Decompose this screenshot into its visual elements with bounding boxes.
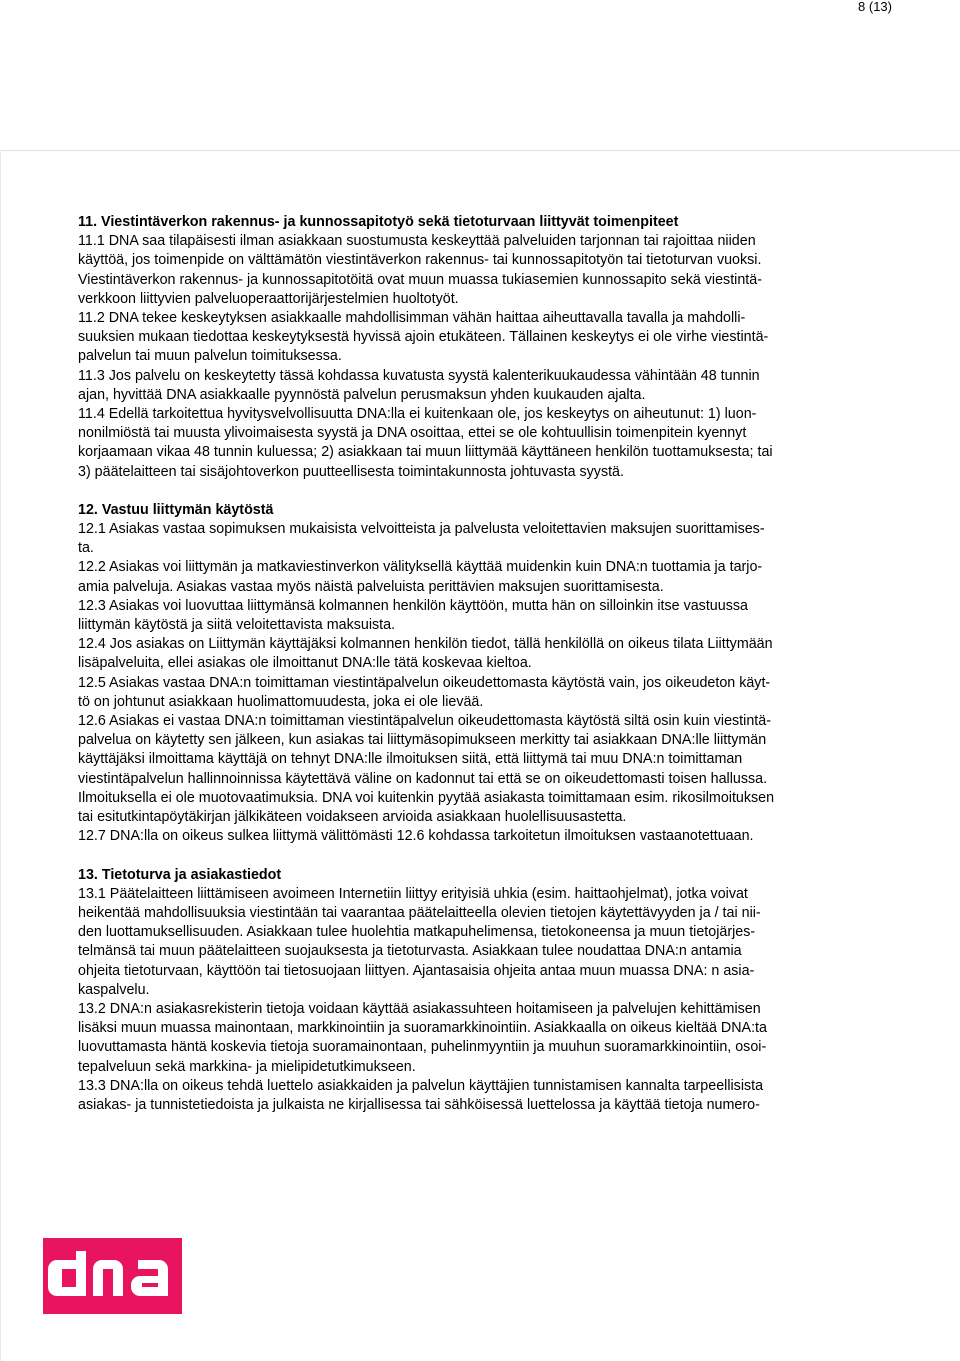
text-line: 13.3 DNA:lla on oikeus tehdä luettelo asiakkaiden ja palvelun käyttäjien tunnistamisen kannalta tarpeellisista — [78, 1077, 764, 1094]
text-line: heikentää mahdollisuuksia viestintään tai vaarantaa päätelaitteella olevien tietojen käytettävyyden ja / tai nii- — [78, 904, 761, 921]
text-line: palvelun tai muun palvelun toimituksessa. — [78, 348, 342, 365]
text-line: 12.5 Asiakas vastaa DNA:n toimittaman viestintäpalvelun oikeudettomasta käytöstä vain, jos oikeudeton käyt- — [78, 674, 771, 691]
text-line: den luottamuksellisuuden. Asiakkaan tulee huolehtia matkapuhelimensa, tietokoneensa ja muun tietojärjes- — [78, 924, 756, 941]
text-line: 11.3 Jos palvelu on keskeytetty tässä kohdassa kuvatusta syystä kalenterikuukaudessa vähintään 48 tunnin — [78, 367, 760, 384]
section-12 — [78, 501, 898, 847]
text-line: suuksien mukaan tiedottaa keskeytyksestä hyvissä ajoin etukäteen. Tällainen keskeytys ei ole virhe viestintä- — [78, 329, 769, 346]
text-line: tepalveluun sekä markkina- ja mielipidetutkimukseen. — [78, 1058, 416, 1075]
text-line: 13.1 Päätelaitteen liittämiseen avoimeen Internetiin liittyy erityisiä uhkia (esim. haittaohjelmat), jotka voivat — [78, 885, 748, 902]
text-line: 11.2 DNA tekee keskeytyksen asiakkaalle mahdollisimman vähän haittaa aiheuttavalla tavalla ja mahdolli- — [78, 310, 746, 327]
text-line: 12.7 DNA:lla on oikeus sulkea liittymä välittömästi 12.6 kohdassa tarkoitetun ilmoituksen vastaanotettuaan. — [78, 828, 754, 845]
text-line: 11.4 Edellä tarkoitettua hyvitysvelvollisuutta DNA:lla ei kuitenkaan ole, jos keskeytys on aiheutunut: 1) luon- — [78, 406, 757, 423]
text-line: käyttäjäksi ilmoittama käyttäjä on tehnyt DNA:lle ilmoituksen siitä, että liittymä tai muu DNA:n toimittaman — [78, 751, 743, 768]
text-line: verkkoon liittyvien palveluoperaattorijärjestelmien huoltotyöt. — [78, 290, 459, 307]
text-line: viestintäpalvelun hallinnoinnissa käytettävä väline on kadonnut tai että se on oikeudettomasti toisen hallussa. — [78, 770, 768, 787]
text-line: ajan, hyvittää DNA asiakkaalle pyynnöstä palvelun perusmaksun yhden kuukauden ajalta. — [78, 386, 646, 403]
text-line: käyttöä, jos toimenpide on välttämätön viestintäverkon rakennus- tai kunnossapitotyön tai tietoturvan vuoksi. — [78, 252, 762, 269]
section-spacer — [78, 847, 898, 866]
section-heading: 12. Vastuu liittymän käytöstä — [78, 501, 274, 518]
text-line: tö on johtunut asiakkaan huolimattomuudesta, joka ei ole lievää. — [78, 693, 484, 710]
dna-logo — [43, 1238, 182, 1314]
text-line: 12.4 Jos asiakas on Liittymän käyttäjäksi kolmannen henkilön tiedot, tällä henkilöllä on oikeus tilata Liittymään — [78, 636, 773, 653]
text-line: luovuttamasta häntä koskevia tietoja suoramainontaan, puhelinmyyntiin ja muuhun suoramarkkinointiin, osoi- — [78, 1039, 767, 1056]
text-line: lisäksi muun muassa mainontaan, markkinointiin ja suoramarkkinointiin. Asiakkaalla on oikeus kieltää DNA:ta — [78, 1020, 767, 1037]
text-line: liittymän käytöstä ja siitä veloitettavista maksuista. — [78, 617, 396, 634]
text-line: palvelua on käytetty sen jälkeen, kun asiakas tai liittymäsopimukseen merkitty tai asiakkaan DNA:lle liittymän — [78, 732, 767, 749]
page-number: 8 (13) — [858, 0, 892, 14]
page-frame-left — [0, 150, 1, 1361]
section-13 — [78, 866, 898, 1116]
page-frame-top — [0, 150, 960, 151]
text-line: 12.1 Asiakas vastaa sopimuksen mukaisista velvoitteista ja palvelusta veloitettavien maksujen suorittamises- — [78, 521, 765, 538]
text-line: amia palveluja. Asiakas vastaa myös näistä palveluista perittävien maksujen suorittamisesta. — [78, 578, 664, 595]
text-line: asiakas- ja tunnistetiedoista ja julkaista ne kirjallisessa tai sähköisessä luettelossa ja käyttää tietoja numero- — [78, 1096, 760, 1113]
text-line: nonilmiöstä tai muusta ylivoimaisesta syystä ja DNA osoittaa, ettei se ole kohtuullisin toimenpitein kyennyt — [78, 425, 747, 442]
section-heading: 11. Viestintäverkon rakennus- ja kunnossapitotyö sekä tietoturvaan liittyvät toimenpiteet — [78, 214, 679, 230]
text-line: kaspalvelu. — [78, 981, 150, 998]
text-line: Viestintäverkon rakennus- ja kunnossapitotöitä ovat muun muassa tukiasemien kunnossapito sekä viestintä- — [78, 271, 762, 288]
text-line: tai esitutkintapöytäkirjan jälkikäteen voidakseen arvioida asiakkaan huolellisuusastetta. — [78, 809, 627, 826]
text-line: Ilmoituksella ei ole muotovaatimuksia. DNA voi kuitenkin pyytää asiakasta toimittamaan esim. rikosilmoituksen — [78, 789, 775, 806]
text-line: ta. — [78, 540, 94, 557]
text-line: korjaamaan vikaa 48 tunnin kuluessa; 2) asiakkaan tai muun liittymää käyttäneen henkilön tuottamuksesta; tai — [78, 444, 773, 461]
text-line: 12.6 Asiakas ei vastaa DNA:n toimittaman viestintäpalvelun oikeudettomasta käytöstä siltä osin kuin viestintä- — [78, 713, 771, 730]
text-line: 11.1 DNA saa tilapäisesti ilman asiakkaan suostumusta keskeyttää palveluiden tarjonnan tai rajoittaa niiden — [78, 233, 756, 250]
section-spacer — [78, 482, 898, 501]
section-11 — [78, 213, 898, 482]
text-line: 12.3 Asiakas voi luovuttaa liittymänsä kolmannen henkilön käyttöön, mutta hän on silloinkin itse vastuussa — [78, 597, 748, 614]
document-body — [78, 213, 898, 1115]
section-heading: 13. Tietoturva ja asiakastiedot — [78, 866, 282, 883]
text-line: lisäpalveluita, ellei asiakas ole ilmoittanut DNA:lle tätä koskevaa kieltoa. — [78, 655, 532, 672]
text-line: telmänsä tai muun päätelaitteen suojauksesta ja tietoturvasta. Asiakkaan tulee noudattaa DNA:n antamia — [78, 943, 742, 960]
text-line: 13.2 DNA:n asiakasrekisterin tietoja voidaan käyttää asiakassuhteen hoitamiseen ja palvelujen kehittämisen — [78, 1000, 761, 1017]
text-line: ohjeita tietoturvaan, käyttöön tai tietosuojaan liittyen. Ajantasaisia ohjeita antaa muun muassa DNA: n asia- — [78, 962, 755, 979]
dna-logo-mark-icon — [43, 1238, 182, 1314]
text-line: 12.2 Asiakas voi liittymän ja matkaviestinverkon välityksellä käyttää muidenkin kuin DNA:n tuottamia ja tarjo- — [78, 559, 763, 576]
text-line: 3) päätelaitteen tai sisäjohtoverkon puutteellisesta toimintakunnosta johtuvasta syystä. — [78, 463, 624, 480]
